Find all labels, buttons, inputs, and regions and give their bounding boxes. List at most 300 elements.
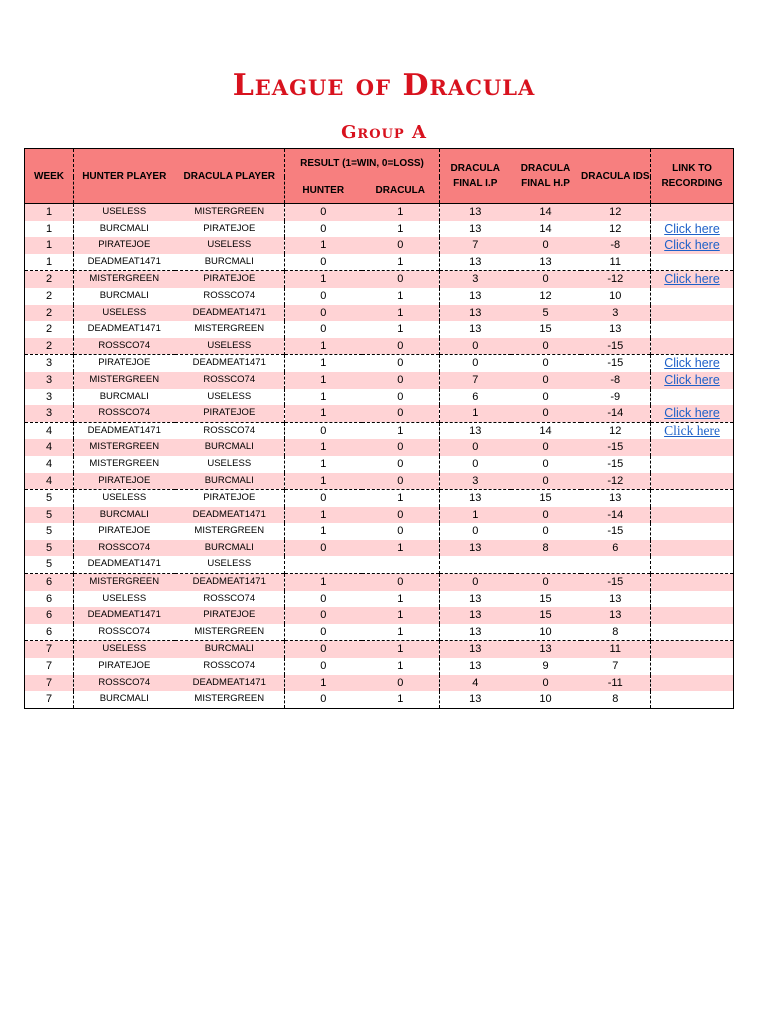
cell-hunter-result: 0 bbox=[285, 305, 362, 322]
table-row bbox=[25, 338, 734, 355]
cell-dracula-result: 1 bbox=[362, 422, 440, 439]
cell-final-ip: 13 bbox=[440, 254, 511, 271]
cell-ids: 12 bbox=[609, 222, 622, 235]
cell-final-hp: 14 bbox=[511, 204, 581, 221]
table-row bbox=[25, 355, 734, 372]
cell-dracula-result: 0 bbox=[362, 675, 440, 692]
cell-link bbox=[651, 338, 734, 355]
cell-ids bbox=[581, 556, 651, 573]
cell-hunter-result: 1 bbox=[285, 473, 362, 490]
cell-link bbox=[651, 389, 734, 406]
cell-hunter-result: 1 bbox=[285, 523, 362, 540]
recording-link[interactable]: Click here bbox=[651, 237, 734, 254]
cell-dracula-player: USELESS bbox=[207, 457, 252, 469]
table-row bbox=[25, 490, 734, 507]
cell-hunter-player: USELESS bbox=[74, 490, 175, 507]
cell-hunter-result: 0 bbox=[285, 641, 362, 658]
cell-final-ip: 13 bbox=[440, 288, 511, 305]
cell-week: 5 bbox=[25, 540, 74, 557]
cell-hunter-player: DEADMEAT1471 bbox=[74, 321, 175, 338]
header-hunter: HUNTER bbox=[285, 177, 362, 204]
cell-hunter-result: 1 bbox=[285, 271, 362, 288]
cell-ids: 11 bbox=[581, 641, 651, 658]
cell-week: 2 bbox=[45, 289, 53, 302]
cell-dracula-player: USELESS bbox=[207, 390, 252, 402]
cell-link bbox=[651, 254, 734, 271]
table-row bbox=[25, 271, 734, 288]
cell-hunter-player: BURCMALI bbox=[74, 288, 175, 305]
table-row bbox=[25, 305, 734, 322]
cell-week: 5 bbox=[25, 490, 74, 507]
cell-link bbox=[651, 490, 734, 507]
cell-hunter-player: ROSSCO74 bbox=[74, 540, 175, 557]
cell-ids: -15 bbox=[581, 338, 651, 355]
cell-hunter-player: DEADMEAT1471 bbox=[74, 556, 175, 573]
cell-ids: 12 bbox=[581, 422, 651, 439]
cell-dracula-result: 1 bbox=[397, 592, 404, 605]
cell-hunter-player: PIRATEJOE bbox=[74, 658, 175, 675]
cell-dracula-player: ROSSCO74 bbox=[175, 372, 285, 389]
cell-ids: 13 bbox=[609, 592, 622, 605]
cell-week: 7 bbox=[25, 675, 74, 692]
cell-final-ip: 0 bbox=[440, 439, 511, 456]
cell-link bbox=[651, 691, 734, 708]
cell-final-ip: 13 bbox=[440, 658, 511, 675]
cell-ids: 7 bbox=[612, 660, 619, 673]
cell-link bbox=[651, 507, 734, 524]
cell-hunter-player: DEADMEAT1471 bbox=[74, 607, 175, 624]
cell-dracula-player: ROSSCO74 bbox=[175, 422, 285, 439]
cell-week: 1 bbox=[45, 222, 53, 235]
cell-hunter-player: BURCMALI bbox=[74, 389, 175, 406]
cell-ids: -14 bbox=[581, 507, 651, 524]
cell-hunter-player: PIRATEJOE bbox=[74, 523, 175, 540]
cell-final-ip: 0 bbox=[440, 355, 511, 372]
table-row bbox=[25, 204, 734, 221]
cell-week: 1 bbox=[25, 237, 74, 254]
cell-week: 1 bbox=[25, 204, 74, 221]
cell-final-hp: 13 bbox=[539, 255, 552, 268]
cell-week: 2 bbox=[25, 305, 74, 322]
table-row bbox=[25, 507, 734, 524]
cell-hunter-result: 1 bbox=[285, 405, 362, 422]
cell-link bbox=[651, 204, 734, 221]
cell-hunter-result: 0 bbox=[285, 607, 362, 624]
page-title: League of Dracula bbox=[232, 68, 536, 103]
cell-ids: -8 bbox=[581, 237, 651, 254]
cell-dracula-player: PIRATEJOE bbox=[203, 222, 256, 234]
cell-week: 3 bbox=[25, 405, 74, 422]
cell-hunter-player: PIRATEJOE bbox=[74, 473, 175, 490]
cell-dracula-result: 0 bbox=[362, 271, 440, 288]
table-body bbox=[25, 204, 734, 709]
header-final-ip: DRACULA FINAL I.P bbox=[440, 149, 511, 204]
cell-dracula-player: MISTERGREEN bbox=[175, 204, 285, 221]
cell-dracula-player: MISTERGREEN bbox=[194, 693, 265, 705]
table-row bbox=[25, 473, 734, 490]
table-row bbox=[25, 456, 734, 473]
cell-dracula-player: DEADMEAT1471 bbox=[175, 675, 285, 692]
cell-final-hp: 0 bbox=[542, 525, 549, 538]
cell-link bbox=[651, 305, 734, 322]
cell-dracula-result: 1 bbox=[362, 540, 440, 557]
cell-week: 2 bbox=[25, 338, 74, 355]
recording-link[interactable]: Click here bbox=[651, 355, 734, 372]
results-table bbox=[24, 148, 734, 709]
cell-final-hp: 0 bbox=[511, 405, 581, 422]
cell-dracula-result: 1 bbox=[397, 289, 404, 302]
cell-dracula-result: 1 bbox=[397, 660, 404, 673]
table-row bbox=[25, 691, 734, 708]
cell-hunter-player: ROSSCO74 bbox=[74, 624, 175, 641]
cell-dracula-player: PIRATEJOE bbox=[175, 271, 285, 288]
cell-dracula-result: 1 bbox=[397, 255, 404, 268]
cell-dracula-player: USELESS bbox=[175, 237, 285, 254]
cell-week: 3 bbox=[45, 390, 53, 403]
table-row bbox=[25, 389, 734, 406]
cell-hunter-result: 0 bbox=[285, 321, 362, 338]
cell-ids: 8 bbox=[612, 693, 619, 706]
cell-week: 6 bbox=[45, 592, 53, 605]
cell-dracula-result: 0 bbox=[397, 390, 404, 403]
cell-week: 4 bbox=[45, 457, 53, 470]
cell-final-hp bbox=[511, 556, 581, 573]
cell-hunter-result: 0 bbox=[285, 254, 362, 271]
table-row bbox=[25, 372, 734, 389]
cell-dracula-player: BURCMALI bbox=[175, 473, 285, 490]
cell-final-hp: 0 bbox=[542, 390, 549, 403]
cell-final-ip: 0 bbox=[440, 523, 511, 540]
cell-link bbox=[651, 288, 734, 305]
cell-week: 6 bbox=[25, 574, 74, 591]
cell-hunter-result: 0 bbox=[285, 691, 362, 708]
cell-dracula-player: MISTERGREEN bbox=[194, 323, 265, 335]
cell-link bbox=[651, 473, 734, 490]
cell-hunter-result: 1 bbox=[285, 355, 362, 372]
cell-hunter-player: USELESS bbox=[74, 305, 175, 322]
cell-final-ip: 6 bbox=[440, 389, 511, 406]
cell-dracula-result: 0 bbox=[397, 457, 404, 470]
cell-link bbox=[651, 591, 734, 608]
cell-final-hp: 0 bbox=[511, 338, 581, 355]
cell-link bbox=[651, 624, 734, 641]
cell-final-hp: 0 bbox=[511, 439, 581, 456]
cell-final-ip: 7 bbox=[440, 372, 511, 389]
cell-dracula-player: DEADMEAT1471 bbox=[175, 355, 285, 372]
cell-hunter-result: 1 bbox=[285, 439, 362, 456]
cell-dracula-result: 0 bbox=[397, 525, 404, 538]
cell-hunter-player: PIRATEJOE bbox=[74, 237, 175, 254]
cell-dracula-player: BURCMALI bbox=[204, 255, 254, 267]
recording-link[interactable]: Click here bbox=[651, 221, 734, 238]
cell-link bbox=[651, 321, 734, 338]
cell-link bbox=[651, 540, 734, 557]
cell-final-hp: 0 bbox=[511, 473, 581, 490]
cell-hunter-player: ROSSCO74 bbox=[74, 338, 175, 355]
cell-final-ip: 3 bbox=[440, 473, 511, 490]
cell-week: 6 bbox=[45, 625, 53, 638]
cell-dracula-result: 1 bbox=[397, 625, 404, 638]
cell-dracula-result: 1 bbox=[397, 222, 404, 235]
cell-hunter-result: 0 bbox=[285, 540, 362, 557]
cell-week: 3 bbox=[25, 355, 74, 372]
cell-ids: -14 bbox=[581, 405, 651, 422]
cell-final-hp: 10 bbox=[539, 625, 552, 638]
cell-ids: 13 bbox=[581, 607, 651, 624]
cell-final-hp: 0 bbox=[511, 574, 581, 591]
cell-dracula-result: 0 bbox=[362, 507, 440, 524]
cell-dracula-player: BURCMALI bbox=[175, 641, 285, 658]
cell-hunter-result: 1 bbox=[285, 389, 362, 406]
cell-hunter-result: 0 bbox=[285, 490, 362, 507]
cell-dracula-result: 1 bbox=[362, 204, 440, 221]
cell-hunter-player: ROSSCO74 bbox=[74, 405, 175, 422]
table-row bbox=[25, 288, 734, 305]
cell-dracula-player: ROSSCO74 bbox=[203, 289, 256, 301]
cell-week: 7 bbox=[25, 641, 74, 658]
cell-ids: 13 bbox=[581, 490, 651, 507]
cell-dracula-result: 0 bbox=[362, 473, 440, 490]
cell-final-hp: 13 bbox=[511, 641, 581, 658]
cell-week: 4 bbox=[25, 473, 74, 490]
cell-final-ip: 4 bbox=[440, 675, 511, 692]
cell-ids: 11 bbox=[609, 255, 621, 268]
cell-final-hp: 14 bbox=[511, 422, 581, 439]
header-week: WEEK bbox=[25, 149, 74, 204]
cell-hunter-player: MISTERGREEN bbox=[74, 456, 175, 473]
cell-final-ip: 1 bbox=[440, 405, 511, 422]
cell-hunter-player: MISTERGREEN bbox=[74, 439, 175, 456]
cell-dracula-result: 1 bbox=[362, 490, 440, 507]
cell-final-ip: 7 bbox=[440, 237, 511, 254]
cell-hunter-result: 0 bbox=[285, 422, 362, 439]
cell-final-hp: 15 bbox=[511, 490, 581, 507]
cell-dracula-player: DEADMEAT1471 bbox=[175, 574, 285, 591]
header-final-hp: DRACULA FINAL H.P bbox=[511, 149, 581, 204]
cell-link bbox=[651, 574, 734, 591]
cell-dracula-player: PIRATEJOE bbox=[175, 607, 285, 624]
cell-hunter-result: 1 bbox=[285, 456, 362, 473]
table-row bbox=[25, 624, 734, 641]
cell-dracula-result: 0 bbox=[362, 338, 440, 355]
cell-dracula-result bbox=[362, 556, 440, 573]
recording-link[interactable]: Click here bbox=[651, 372, 734, 389]
header-result: RESULT (1=WIN, 0=LOSS) bbox=[285, 149, 440, 178]
cell-final-ip bbox=[440, 556, 511, 573]
cell-hunter-result: 0 bbox=[285, 288, 362, 305]
cell-final-hp: 0 bbox=[511, 355, 581, 372]
cell-final-ip: 13 bbox=[440, 691, 511, 708]
recording-link[interactable]: Click here bbox=[651, 422, 734, 439]
cell-ids: -15 bbox=[581, 439, 651, 456]
cell-link bbox=[651, 675, 734, 692]
cell-dracula-player: USELESS bbox=[175, 338, 285, 355]
cell-ids: -8 bbox=[581, 372, 651, 389]
cell-hunter-result: 0 bbox=[285, 221, 362, 238]
cell-dracula-result: 0 bbox=[362, 574, 440, 591]
cell-final-ip: 13 bbox=[440, 490, 511, 507]
cell-week: 6 bbox=[25, 607, 74, 624]
recording-link[interactable]: Click here bbox=[651, 405, 734, 422]
cell-ids: 8 bbox=[612, 625, 619, 638]
cell-dracula-player: ROSSCO74 bbox=[203, 592, 256, 604]
cell-final-ip: 0 bbox=[440, 574, 511, 591]
cell-week: 3 bbox=[25, 372, 74, 389]
cell-week: 1 bbox=[45, 255, 53, 268]
cell-final-hp: 15 bbox=[539, 592, 552, 605]
cell-hunter-player: BURCMALI bbox=[74, 221, 175, 238]
cell-final-ip: 13 bbox=[440, 641, 511, 658]
cell-dracula-player: BURCMALI bbox=[175, 540, 285, 557]
cell-hunter-player: MISTERGREEN bbox=[74, 574, 175, 591]
cell-week: 2 bbox=[45, 323, 53, 336]
table-row bbox=[25, 422, 734, 439]
cell-ids: -12 bbox=[581, 271, 651, 288]
cell-dracula-player: DEADMEAT1471 bbox=[175, 507, 285, 524]
cell-hunter-result: 1 bbox=[285, 574, 362, 591]
cell-ids: -15 bbox=[607, 525, 624, 538]
header-link: LINK TO RECORDING bbox=[651, 149, 734, 204]
cell-hunter-player: MISTERGREEN bbox=[74, 271, 175, 288]
cell-hunter-player: USELESS bbox=[74, 204, 175, 221]
cell-final-hp: 15 bbox=[511, 607, 581, 624]
cell-link bbox=[651, 456, 734, 473]
cell-week: 7 bbox=[45, 660, 53, 673]
table-row bbox=[25, 321, 734, 338]
cell-link bbox=[651, 556, 734, 573]
cell-ids: -11 bbox=[581, 675, 651, 692]
cell-hunter-result: 0 bbox=[285, 591, 362, 608]
table-row bbox=[25, 523, 734, 540]
cell-dracula-result: 1 bbox=[397, 693, 404, 706]
table-row bbox=[25, 221, 734, 238]
cell-dracula-result: 0 bbox=[362, 237, 440, 254]
cell-ids: -12 bbox=[581, 473, 651, 490]
cell-final-ip: 13 bbox=[440, 591, 511, 608]
cell-hunter-result: 1 bbox=[285, 237, 362, 254]
cell-hunter-result: 1 bbox=[285, 338, 362, 355]
cell-final-ip: 13 bbox=[440, 607, 511, 624]
header-dracula-player: DRACULA PLAYER bbox=[175, 149, 285, 204]
cell-ids: -9 bbox=[610, 390, 621, 403]
cell-final-hp: 8 bbox=[511, 540, 581, 557]
cell-week: 5 bbox=[25, 507, 74, 524]
table-row bbox=[25, 641, 734, 658]
cell-final-hp: 0 bbox=[511, 675, 581, 692]
cell-ids: -15 bbox=[581, 574, 651, 591]
cell-dracula-player: USELESS bbox=[207, 558, 252, 570]
cell-hunter-player: USELESS bbox=[74, 591, 175, 608]
cell-hunter-player: DEADMEAT1471 bbox=[74, 422, 175, 439]
table-row bbox=[25, 254, 734, 271]
table-row bbox=[25, 556, 734, 573]
cell-hunter-player: DEADMEAT1471 bbox=[74, 254, 175, 271]
cell-link bbox=[651, 641, 734, 658]
cell-ids: -15 bbox=[607, 457, 624, 470]
cell-ids: 10 bbox=[609, 289, 622, 302]
cell-dracula-result: 0 bbox=[362, 372, 440, 389]
cell-dracula-player: ROSSCO74 bbox=[203, 660, 256, 672]
cell-week: 7 bbox=[45, 693, 53, 706]
cell-dracula-player: BURCMALI bbox=[175, 439, 285, 456]
cell-dracula-result: 1 bbox=[362, 607, 440, 624]
cell-dracula-player: DEADMEAT1471 bbox=[175, 305, 285, 322]
cell-hunter-player: PIRATEJOE bbox=[74, 355, 175, 372]
cell-hunter-player: BURCMALI bbox=[74, 507, 175, 524]
cell-dracula-result: 1 bbox=[362, 305, 440, 322]
table-row bbox=[25, 658, 734, 675]
cell-link bbox=[651, 439, 734, 456]
cell-hunter-result: 1 bbox=[285, 372, 362, 389]
cell-hunter-player: MISTERGREEN bbox=[74, 372, 175, 389]
cell-final-ip: 13 bbox=[440, 540, 511, 557]
cell-dracula-result: 0 bbox=[362, 405, 440, 422]
cell-final-ip: 0 bbox=[440, 338, 511, 355]
cell-link bbox=[651, 607, 734, 624]
table-row bbox=[25, 237, 734, 254]
cell-hunter-result: 0 bbox=[285, 658, 362, 675]
cell-week: 4 bbox=[25, 439, 74, 456]
cell-final-hp: 10 bbox=[539, 693, 552, 706]
cell-week: 5 bbox=[45, 525, 53, 538]
cell-hunter-player: ROSSCO74 bbox=[74, 675, 175, 692]
cell-dracula-result: 1 bbox=[397, 323, 404, 336]
table-row bbox=[25, 540, 734, 557]
cell-final-hp: 15 bbox=[539, 323, 552, 336]
group-title: Group A bbox=[341, 122, 427, 143]
cell-final-hp: 9 bbox=[542, 660, 549, 673]
header-ids: DRACULA IDS bbox=[581, 149, 651, 204]
cell-ids: -15 bbox=[581, 355, 651, 372]
cell-dracula-player: PIRATEJOE bbox=[175, 490, 285, 507]
cell-week: 2 bbox=[25, 271, 74, 288]
cell-link bbox=[651, 658, 734, 675]
cell-final-hp: 0 bbox=[511, 507, 581, 524]
header-hunter-player: HUNTER PLAYER bbox=[74, 149, 175, 204]
cell-final-ip: 3 bbox=[440, 271, 511, 288]
table-row bbox=[25, 675, 734, 692]
cell-hunter-result: 0 bbox=[285, 624, 362, 641]
cell-dracula-player: PIRATEJOE bbox=[175, 405, 285, 422]
table-row bbox=[25, 591, 734, 608]
cell-final-ip: 13 bbox=[440, 422, 511, 439]
cell-final-hp: 12 bbox=[539, 289, 552, 302]
cell-final-ip: 0 bbox=[440, 456, 511, 473]
cell-final-ip: 1 bbox=[440, 507, 511, 524]
cell-final-hp: 0 bbox=[542, 457, 549, 470]
cell-ids: 13 bbox=[609, 323, 622, 336]
cell-hunter-player: USELESS bbox=[74, 641, 175, 658]
cell-final-hp: 0 bbox=[511, 372, 581, 389]
cell-ids: 3 bbox=[581, 305, 651, 322]
table-row bbox=[25, 405, 734, 422]
cell-final-hp: 14 bbox=[539, 222, 552, 235]
cell-final-ip: 13 bbox=[440, 221, 511, 238]
cell-dracula-result: 0 bbox=[362, 439, 440, 456]
table-row bbox=[25, 574, 734, 591]
cell-hunter-result: 0 bbox=[285, 204, 362, 221]
table-row bbox=[25, 607, 734, 624]
cell-final-hp: 5 bbox=[511, 305, 581, 322]
cell-final-ip: 13 bbox=[440, 321, 511, 338]
recording-link[interactable]: Click here bbox=[651, 271, 734, 288]
cell-dracula-result: 1 bbox=[362, 641, 440, 658]
table-row bbox=[25, 439, 734, 456]
cell-week: 4 bbox=[25, 422, 74, 439]
cell-final-ip: 13 bbox=[440, 624, 511, 641]
cell-week: 5 bbox=[45, 558, 53, 571]
cell-ids: 6 bbox=[581, 540, 651, 557]
